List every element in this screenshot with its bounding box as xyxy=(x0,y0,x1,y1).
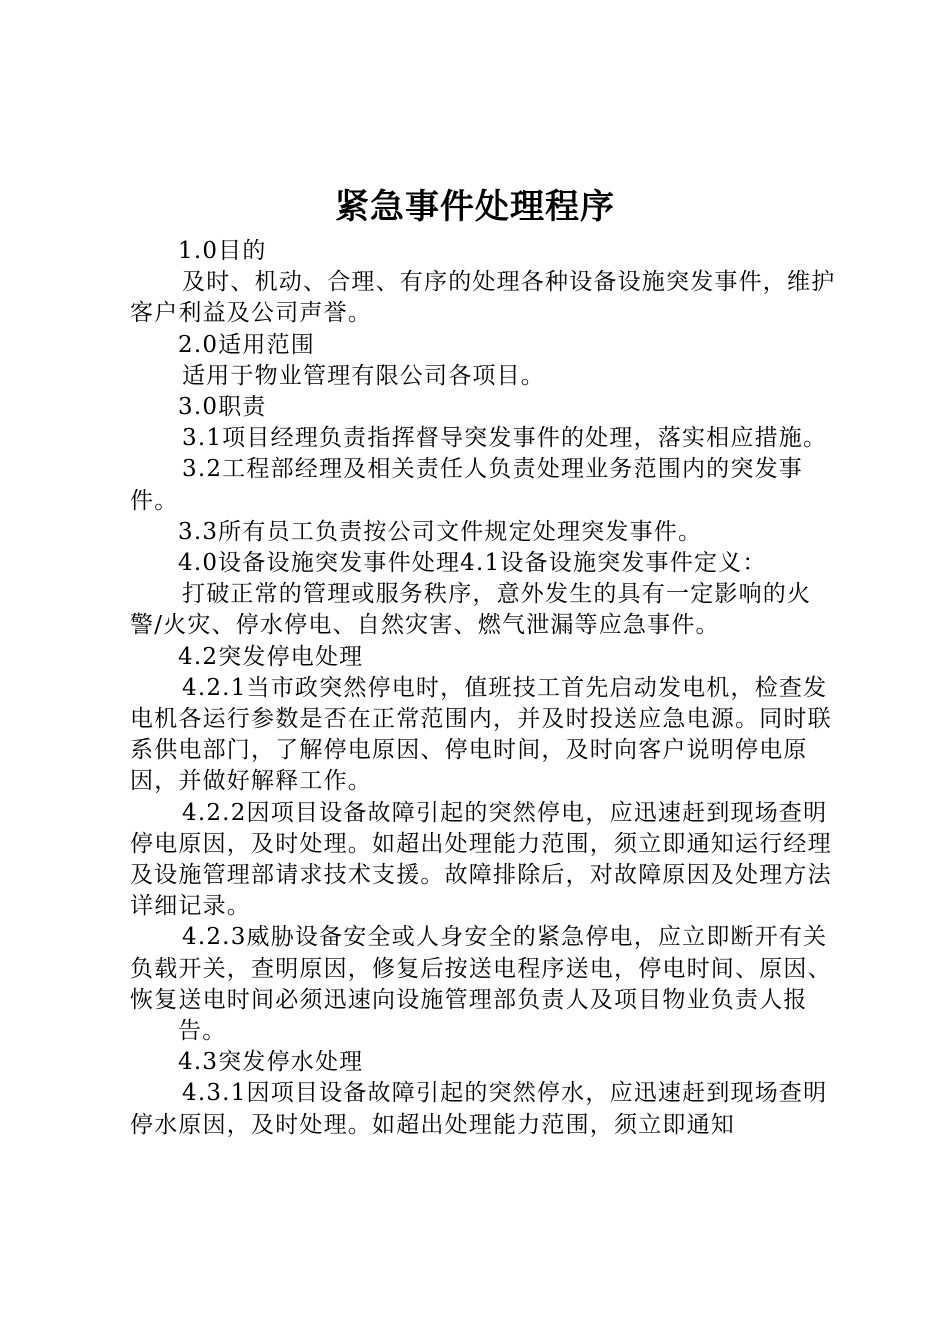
paragraph-purpose: 及时、机动、合理、有序的处理各种设备设施突发事件，维护客户利益及公司声誉。 xyxy=(130,269,836,327)
paragraph-scope: 适用于物业管理有限公司各项目。 xyxy=(182,362,545,389)
paragraph-4-3-1: 4.3.1因项目设备故障引起的突然停水，应迅速赶到现场查明停水原因，及时处理。如超出处理能力范围，须立即通知 xyxy=(130,1080,828,1138)
paragraph-3-1: 3.1项目经理负责指挥督导突发事件的处理，落实相应措施。 xyxy=(182,425,828,452)
document-title: 紧急事件处理程序 xyxy=(335,187,615,227)
section-heading-scope: 2.0适用范围 xyxy=(178,331,315,358)
section-heading-4-2: 4.2突发停电处理 xyxy=(178,643,364,670)
section-heading-4-0: 4.0设备设施突发事件处理4.1设备设施突发事件定义： xyxy=(178,550,767,577)
document-body xyxy=(130,236,836,1141)
paragraph-3-3: 3.3所有员工负责按公司文件规定处理突发事件。 xyxy=(178,518,703,545)
paragraph-3-2: 3.2工程部经理及相关责任人负责处理业务范围内的突发事件。 xyxy=(130,456,803,514)
section-heading-purpose: 1.0目的 xyxy=(178,238,267,264)
paragraph-4-2-3-continued: 告。 xyxy=(178,1018,227,1045)
paragraph-4-2-1: 4.2.1当市政突然停电时，值班技工首先启动发电机，检查发电机各运行参数是否在正常范围内，并及时投送应急电源。同时联系供电部门，了解停电原因、停电时间，及时向客户说明停电原因，并做好解释工作。 xyxy=(130,674,832,795)
section-heading-responsibilities: 3.0职责 xyxy=(178,394,267,421)
paragraph-4-2-2: 4.2.2因项目设备故障引起的突然停电，应迅速赶到现场查明停电原因，及时处理。如超出处理能力范围，须立即通知运行经理及设施管理部请求技术支援。故障排除后，对故障原因及处理方法详细记录。 xyxy=(130,799,832,920)
paragraph-4-2-3: 4.2.3威胁设备安全或人身安全的紧急停电，应立即断开有关负载开关，查明原因，修复后按送电程序送电，停电时间、原因、恢复送电时间必须迅速向设施管理部负责人及项目物业负责人报 xyxy=(130,924,832,1013)
paragraph-4-1-definition: 打破正常的管理或服务秩序，意外发生的具有一定影响的火警/火灾、停水停电、自然灾害、燃气泄漏等应急事件。 xyxy=(130,581,812,639)
section-heading-4-3: 4.3突发停水处理 xyxy=(178,1049,364,1076)
